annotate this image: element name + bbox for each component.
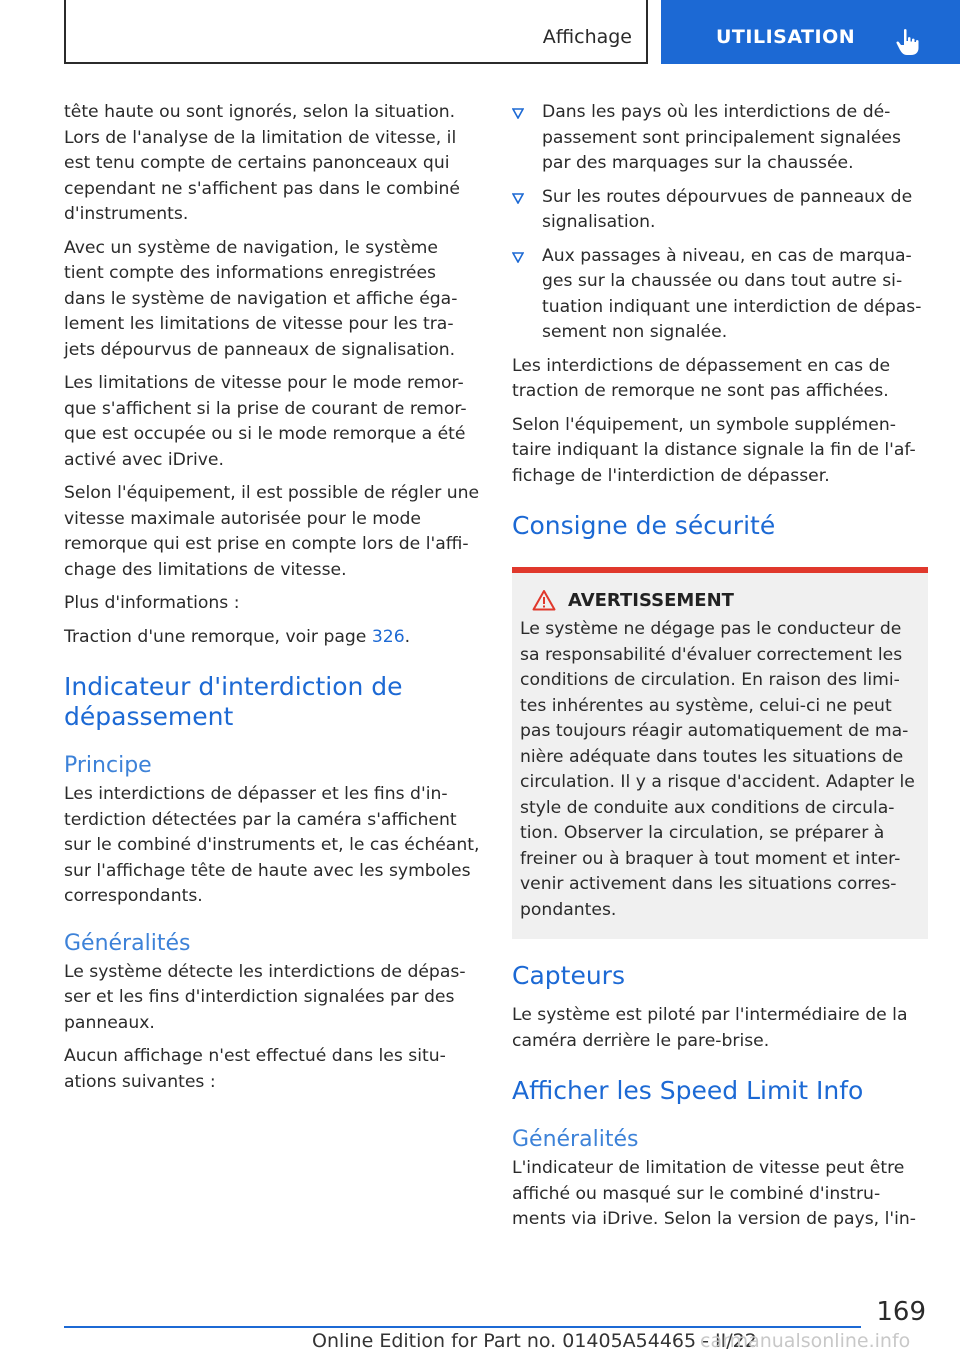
paragraph: Aucun affichage n'est effectué dans les situ-ations suivantes :: [64, 1046, 446, 1092]
warning-triangle-icon: [532, 589, 556, 611]
pointing-hand-icon: [895, 28, 921, 56]
paragraph: Selon l'équipement, il est possible de régler une vitesse maximale autorisée pour le mode remorque qui est prise en compte lors de l'affi-chage des limitations de vitesse.: [64, 483, 480, 580]
list-item: [512, 185, 928, 236]
paragraph: tête haute ou sont ignorés, selon la situation. Lors de l'analyse de la limitation de vitesse, il est tenu compte de certains panonceaux qui cependant ne s'affichent pas dans le combiné d'instruments.: [64, 102, 461, 224]
list-item: [512, 244, 928, 346]
list-item-text: Aux passages à niveau, en cas de marqua-ges sur la chaussée ou dans tout autre si-tuation indiquant une interdiction de dépas-sement non signalée.: [542, 245, 922, 342]
section-heading: Capteurs: [512, 961, 625, 990]
paragraph: Les interdictions de dépasser et les fins d'in-terdiction détectées par la caméra s'affichent sur le combiné d'instruments et, le cas échéant, sur l'affichage tête de haute avec les symboles correspondants.: [64, 784, 480, 906]
triangle-bullet-icon: [512, 108, 524, 119]
paragraph: Le système est piloté par l'intermédiaire de la caméra derrière le pare-brise.: [512, 1005, 908, 1051]
paragraph: L'indicateur de limitation de vitesse peut être affiché ou masqué sur le combiné d'instru-ments via iDrive. Selon la version de pays, l'in-: [512, 1158, 916, 1229]
warning-text: Le système ne dégage pas le conducteur de sa responsabilité d'évaluer correctement les conditions de circulation. En raison des limi-tes inhérentes au système, celui-ci ne peut pas toujours réagir automatiquement de ma-nière adéquate dans toutes les situations de circulation. Il y a risque d'accident. Adapter le style de conduite aux conditions de circula-tion. Observer la circulation, se préparer à freiner ou à braquer à tout moment et inter-venir activement dans les situations corres-pondantes.: [520, 619, 915, 920]
paragraph: Le système détecte les interdictions de dépas-ser et les fins d'interdiction signalées par des panneaux.: [64, 961, 466, 1033]
page-number: 169: [876, 1297, 926, 1327]
footer-divider: [64, 1326, 861, 1328]
subsection-heading: Généralités: [64, 930, 191, 956]
warning-title: AVERTISSEMENT: [568, 589, 734, 611]
list-item-text: Sur les routes dépourvues de panneaux de signalisation.: [542, 186, 913, 232]
paragraph: Les limitations de vitesse pour le mode remor-que s'affichent si la prise de courant de remor-que est occupée ou si le mode remorque a été activé avec iDrive.: [64, 373, 467, 470]
header-section-box: [64, 0, 648, 64]
section-heading: Indicateur d'interdiction de dépassement: [64, 672, 403, 731]
link-trail-text: .: [404, 626, 411, 647]
right-column: [512, 100, 928, 1241]
paragraph-with-link: [64, 625, 480, 651]
warning-header: [520, 589, 920, 611]
paragraph: Avec un système de navigation, le système tient compte des informations enregistrées dans le système de navigation et affiche éga-lement les limitations de vitesse pour les tra-jets dépourvus de panneaux de signalisation.: [64, 237, 458, 360]
subsection-heading: Principe: [64, 753, 152, 778]
triangle-bullet-icon: [512, 193, 524, 204]
watermark: carmanualsonline.info: [700, 1330, 911, 1352]
subsection-heading: Généralités: [512, 1127, 639, 1152]
section-heading: Consigne de sécurité: [512, 511, 776, 540]
paragraph: Selon l'équipement, un symbole supplémen-taire indiquant la distance signale la fin de l'af-fichage de l'interdiction de dépasser.: [512, 414, 916, 486]
list-item: [512, 100, 928, 177]
warning-box: [512, 567, 928, 939]
paragraph: Plus d'informations :: [64, 593, 240, 613]
link-lead-text: Traction d'une remorque, voir page: [64, 626, 372, 647]
list-item-text: Dans les pays où les interdictions de dé-passement sont principalement signalées par des marquages sur la chaussée.: [542, 102, 901, 173]
triangle-bullet-icon: [512, 252, 524, 263]
footer-edition: Online Edition for Part no. 01405A54465 - II/22: [312, 1330, 757, 1352]
situation-list: [512, 100, 928, 346]
header-chapter-tab: [661, 0, 960, 64]
section-heading: Afficher les Speed Limit Info: [512, 1076, 864, 1105]
header-section-title: Affichage: [542, 26, 632, 48]
page-reference-link[interactable]: 326: [371, 626, 405, 647]
header-chapter-label: UTILISATION: [716, 26, 856, 48]
left-column: [64, 100, 480, 1103]
paragraph: Les interdictions de dépassement en cas de traction de remorque ne sont pas affichées.: [512, 355, 891, 401]
